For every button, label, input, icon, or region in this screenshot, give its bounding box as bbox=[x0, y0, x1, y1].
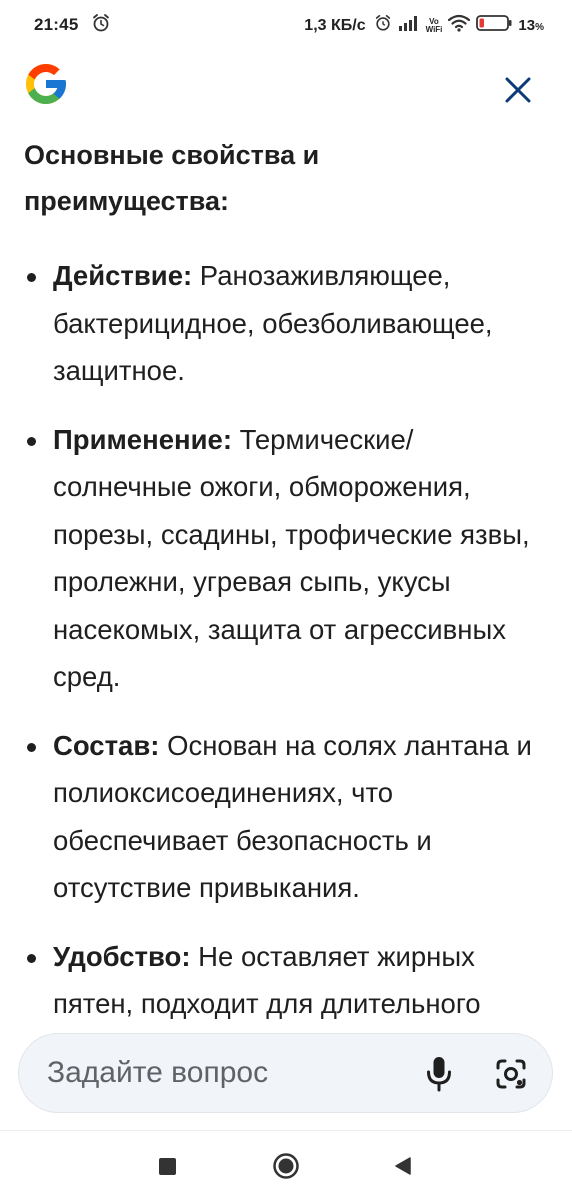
wifi-calling-label: WiFi bbox=[425, 24, 443, 34]
ask-bar bbox=[18, 1033, 553, 1113]
volte-icon bbox=[426, 18, 443, 34]
home-circle-icon[interactable] bbox=[272, 1152, 300, 1185]
status-icons bbox=[304, 14, 544, 37]
volte-label: Vo bbox=[429, 16, 439, 26]
status-bar bbox=[0, 0, 572, 52]
list-item-text: Ранозаживляющее, бактерицидное, обезболивающее, защитное. bbox=[53, 260, 493, 386]
close-icon[interactable] bbox=[498, 70, 538, 110]
microphone-icon[interactable] bbox=[421, 1054, 457, 1094]
properties-list bbox=[0, 252, 572, 1024]
alarm-icon bbox=[91, 13, 111, 38]
bullet-icon bbox=[27, 743, 36, 752]
list-item-text: Термические/ солнечные ожоги, обморожения, порезы, ссадины, трофические язвы, пролежни, угревая сыпь, укусы насекомых, защита от агрессивных сред. bbox=[53, 423, 530, 692]
system-nav-bar bbox=[0, 1130, 572, 1201]
battery-level bbox=[518, 17, 544, 34]
bullet-icon bbox=[27, 273, 36, 282]
section-heading: Основные свойства и преимущества: bbox=[24, 140, 320, 216]
header bbox=[0, 52, 572, 124]
answer-content bbox=[0, 124, 572, 1024]
list-item bbox=[0, 252, 572, 395]
google-lens-icon[interactable] bbox=[491, 1054, 531, 1094]
list-item bbox=[0, 722, 572, 912]
wifi-icon bbox=[448, 14, 470, 37]
google-g-logo[interactable] bbox=[22, 60, 70, 113]
list-item-term: Состав: bbox=[53, 729, 160, 761]
bullet-icon bbox=[27, 437, 36, 446]
signal-icon bbox=[398, 15, 420, 36]
bullet-icon bbox=[27, 954, 36, 963]
network-speed: 1,3 КБ/с bbox=[304, 16, 366, 34]
battery-icon bbox=[476, 14, 512, 37]
status-time: 21:45 bbox=[34, 15, 79, 34]
alarm-clock-icon bbox=[374, 14, 392, 37]
list-item bbox=[0, 416, 572, 701]
list-item bbox=[0, 933, 572, 1025]
list-item-term: Применение: bbox=[53, 423, 232, 455]
list-item-text: Основан на солях лантана и полиоксисоединениях, что обеспечивает безопасность и отсутствие привыкания. bbox=[53, 729, 532, 903]
recents-square-icon[interactable] bbox=[159, 1158, 176, 1175]
battery-percent: 13 bbox=[518, 17, 536, 34]
battery-percent-sign: % bbox=[535, 22, 544, 33]
list-item-term: Действие: bbox=[53, 260, 193, 291]
back-triangle-icon[interactable] bbox=[393, 1155, 413, 1182]
list-item-term: Удобство: bbox=[53, 940, 191, 972]
list-item-text: Не оставляет жирных пятен, подходит для длительного bbox=[53, 940, 481, 1019]
ask-question-input[interactable] bbox=[47, 1034, 407, 1112]
